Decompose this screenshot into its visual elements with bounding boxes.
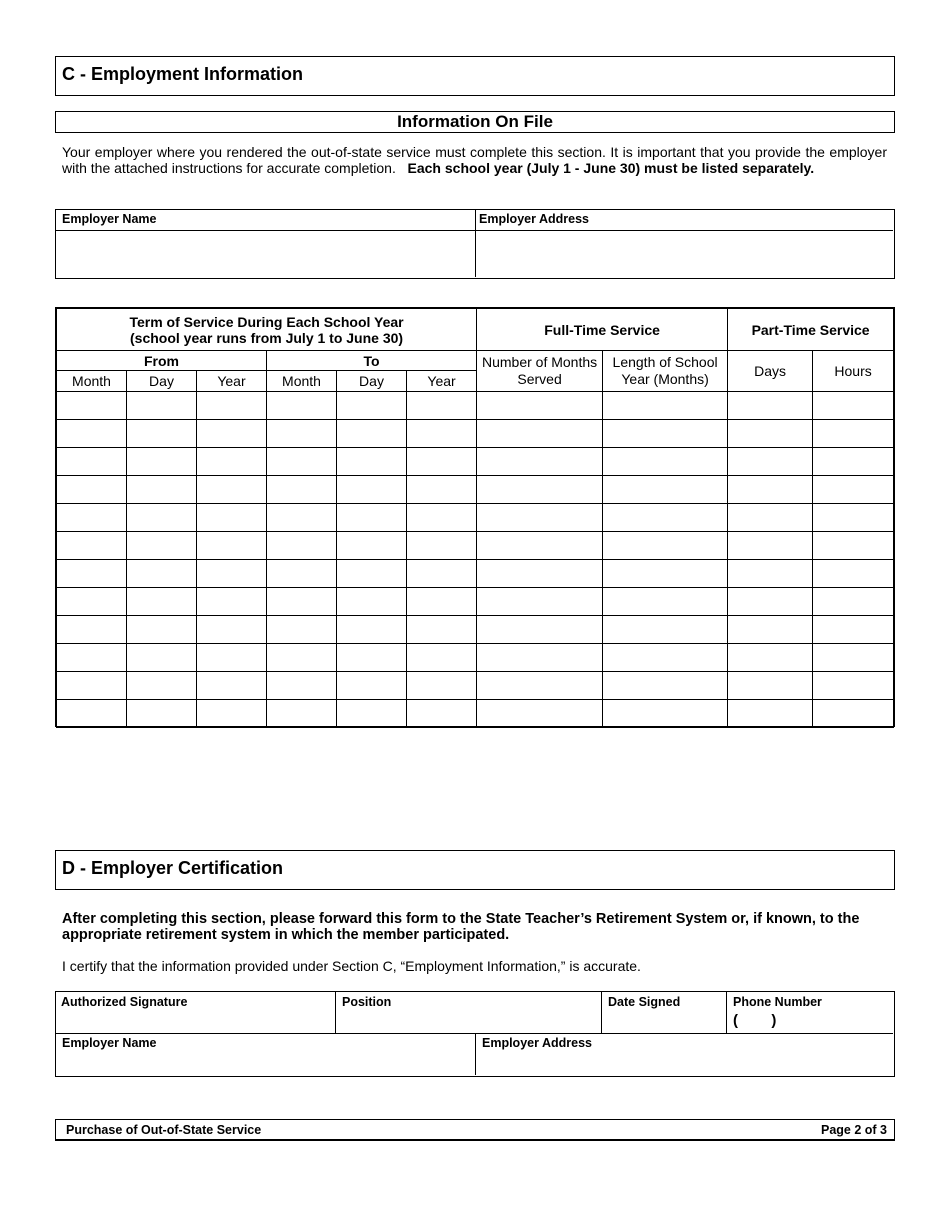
length-school-year-cell[interactable] bbox=[603, 588, 728, 616]
position-label: Position bbox=[342, 995, 392, 1009]
to-day-cell[interactable] bbox=[337, 476, 407, 504]
hours-header: Hours bbox=[813, 351, 894, 392]
table-row bbox=[57, 504, 894, 532]
part-time-hours-cell[interactable] bbox=[813, 700, 894, 728]
length-school-year-cell[interactable] bbox=[603, 672, 728, 700]
from-month-cell[interactable] bbox=[57, 420, 127, 448]
months-served-cell[interactable] bbox=[477, 672, 603, 700]
from-day-cell[interactable] bbox=[127, 504, 197, 532]
to-year-cell[interactable] bbox=[407, 560, 477, 588]
months-served-cell[interactable] bbox=[477, 504, 603, 532]
part-time-days-cell[interactable] bbox=[728, 588, 813, 616]
table-row bbox=[57, 392, 894, 420]
length-school-year-cell[interactable] bbox=[603, 420, 728, 448]
from-day-cell[interactable] bbox=[127, 588, 197, 616]
cert-employer-name-label: Employer Name bbox=[62, 1036, 157, 1050]
to-year-cell[interactable] bbox=[407, 448, 477, 476]
months-served-cell[interactable] bbox=[477, 392, 603, 420]
section-c-intro bbox=[62, 144, 887, 176]
employer-address-label: Employer Address bbox=[476, 210, 893, 231]
phone-number-field[interactable] bbox=[727, 992, 893, 1034]
from-year-cell[interactable] bbox=[197, 448, 267, 476]
from-year-header: Year bbox=[197, 371, 267, 392]
to-year-cell[interactable] bbox=[407, 644, 477, 672]
table-row bbox=[57, 448, 894, 476]
part-time-days-cell[interactable] bbox=[728, 504, 813, 532]
part-time-hours-cell[interactable] bbox=[813, 644, 894, 672]
employer-info-box bbox=[55, 209, 895, 279]
months-served-cell[interactable] bbox=[477, 588, 603, 616]
from-month-cell[interactable] bbox=[57, 700, 127, 728]
length-school-year-cell[interactable] bbox=[603, 392, 728, 420]
months-served-cell[interactable] bbox=[477, 532, 603, 560]
section-d-title: D - Employer Certification bbox=[62, 858, 284, 878]
part-time-days-cell[interactable] bbox=[728, 448, 813, 476]
length-school-year-cell[interactable] bbox=[603, 616, 728, 644]
length-school-year-cell[interactable] bbox=[603, 532, 728, 560]
to-day-cell[interactable] bbox=[337, 588, 407, 616]
authorized-signature-field[interactable] bbox=[56, 992, 336, 1034]
employer-address-field[interactable] bbox=[476, 210, 893, 277]
to-month-cell[interactable] bbox=[267, 504, 337, 532]
from-header: From bbox=[57, 351, 267, 371]
to-year-cell[interactable] bbox=[407, 476, 477, 504]
to-month-cell[interactable] bbox=[267, 420, 337, 448]
part-time-header: Part-Time Service bbox=[728, 309, 894, 351]
to-day-cell[interactable] bbox=[337, 616, 407, 644]
to-month-cell[interactable] bbox=[267, 392, 337, 420]
to-month-cell[interactable] bbox=[267, 588, 337, 616]
to-year-cell[interactable] bbox=[407, 532, 477, 560]
to-day-cell[interactable] bbox=[337, 448, 407, 476]
table-row bbox=[57, 560, 894, 588]
term-header-line1: Term of Service During Each School Year bbox=[129, 313, 404, 330]
info-on-file-title: Information On File bbox=[397, 112, 553, 131]
from-day-cell[interactable] bbox=[127, 420, 197, 448]
certify-statement: I certify that the information provided under Section C, “Employment Information,” is accurate. bbox=[62, 958, 641, 974]
to-day-cell[interactable] bbox=[337, 420, 407, 448]
service-table bbox=[55, 307, 895, 727]
to-month-cell[interactable] bbox=[267, 672, 337, 700]
to-header: To bbox=[267, 351, 477, 371]
months-served-cell[interactable] bbox=[477, 560, 603, 588]
table-row bbox=[57, 532, 894, 560]
from-day-cell[interactable] bbox=[127, 700, 197, 728]
part-time-hours-cell[interactable] bbox=[813, 420, 894, 448]
from-day-cell[interactable] bbox=[127, 616, 197, 644]
part-time-days-cell[interactable] bbox=[728, 392, 813, 420]
table-row bbox=[57, 700, 894, 728]
months-served-cell[interactable] bbox=[477, 616, 603, 644]
table-row bbox=[57, 588, 894, 616]
from-year-cell[interactable] bbox=[197, 476, 267, 504]
section-c-header bbox=[55, 56, 895, 96]
employer-name-field[interactable] bbox=[56, 210, 476, 277]
part-time-hours-cell[interactable] bbox=[813, 672, 894, 700]
part-time-hours-cell[interactable] bbox=[813, 504, 894, 532]
part-time-hours-cell[interactable] bbox=[813, 448, 894, 476]
from-month-cell[interactable] bbox=[57, 532, 127, 560]
from-year-cell[interactable] bbox=[197, 700, 267, 728]
to-year-header: Year bbox=[407, 371, 477, 392]
position-field[interactable] bbox=[336, 992, 602, 1034]
to-day-cell[interactable] bbox=[337, 672, 407, 700]
from-month-cell[interactable] bbox=[57, 560, 127, 588]
to-month-cell[interactable] bbox=[267, 700, 337, 728]
to-day-cell[interactable] bbox=[337, 560, 407, 588]
to-month-cell[interactable] bbox=[267, 476, 337, 504]
to-day-cell[interactable] bbox=[337, 504, 407, 532]
from-day-cell[interactable] bbox=[127, 476, 197, 504]
employer-address-value bbox=[476, 231, 893, 239]
to-year-cell[interactable] bbox=[407, 392, 477, 420]
date-signed-label: Date Signed bbox=[608, 995, 681, 1009]
from-month-cell[interactable] bbox=[57, 644, 127, 672]
term-header-line2: (school year runs from July 1 to June 30) bbox=[130, 329, 404, 346]
from-day-cell[interactable] bbox=[127, 644, 197, 672]
from-month-cell[interactable] bbox=[57, 672, 127, 700]
to-year-cell[interactable] bbox=[407, 700, 477, 728]
from-year-cell[interactable] bbox=[197, 644, 267, 672]
from-month-cell[interactable] bbox=[57, 616, 127, 644]
to-day-header: Day bbox=[337, 371, 407, 392]
from-month-cell[interactable] bbox=[57, 476, 127, 504]
part-time-days-cell[interactable] bbox=[728, 616, 813, 644]
part-time-days-cell[interactable] bbox=[728, 420, 813, 448]
to-month-header: Month bbox=[267, 371, 337, 392]
months-served-cell[interactable] bbox=[477, 476, 603, 504]
months-served-cell[interactable] bbox=[477, 700, 603, 728]
from-year-cell[interactable] bbox=[197, 588, 267, 616]
length-school-year-cell[interactable] bbox=[603, 560, 728, 588]
months-served-cell[interactable] bbox=[477, 420, 603, 448]
footer-form-name: Purchase of Out-of-State Service bbox=[66, 1123, 262, 1137]
table-row bbox=[57, 476, 894, 504]
to-month-cell[interactable] bbox=[267, 448, 337, 476]
table-row bbox=[57, 616, 894, 644]
length-school-year-cell[interactable] bbox=[603, 504, 728, 532]
to-month-cell[interactable] bbox=[267, 532, 337, 560]
part-time-days-cell[interactable] bbox=[728, 476, 813, 504]
intro-text: Your employer where you rendered the out-of-state service must complete this section. It is important that you provide the employer with the attached instructions for accurate completion. bbox=[62, 144, 887, 176]
to-month-cell[interactable] bbox=[267, 560, 337, 588]
to-day-cell[interactable] bbox=[337, 644, 407, 672]
months-served-cell[interactable] bbox=[477, 448, 603, 476]
employer-name-label: Employer Name bbox=[56, 210, 475, 231]
employer-name-value bbox=[56, 231, 475, 239]
certification-box bbox=[55, 991, 895, 1077]
term-of-service-header bbox=[57, 309, 477, 351]
intro-bold-text: Each school year (July 1 - June 30) must be listed separately. bbox=[407, 160, 815, 176]
part-time-days-cell[interactable] bbox=[728, 700, 813, 728]
to-day-cell[interactable] bbox=[337, 392, 407, 420]
months-served-header: Number of Months Served bbox=[477, 351, 603, 392]
from-year-cell[interactable] bbox=[197, 504, 267, 532]
from-year-cell[interactable] bbox=[197, 560, 267, 588]
from-year-cell[interactable] bbox=[197, 420, 267, 448]
from-month-header: Month bbox=[57, 371, 127, 392]
from-month-cell[interactable] bbox=[57, 392, 127, 420]
table-row bbox=[57, 672, 894, 700]
part-time-hours-cell[interactable] bbox=[813, 392, 894, 420]
part-time-days-cell[interactable] bbox=[728, 560, 813, 588]
from-year-cell[interactable] bbox=[197, 616, 267, 644]
to-day-cell[interactable] bbox=[337, 532, 407, 560]
section-d-instruction: After completing this section, please forward this form to the State Teacher’s Retirement System or, if known, to the appropriate retirement system in which the member participated. bbox=[62, 911, 860, 943]
to-month-cell[interactable] bbox=[267, 616, 337, 644]
from-day-cell[interactable] bbox=[127, 560, 197, 588]
part-time-hours-cell[interactable] bbox=[813, 476, 894, 504]
from-day-header: Day bbox=[127, 371, 197, 392]
from-day-cell[interactable] bbox=[127, 532, 197, 560]
to-year-cell[interactable] bbox=[407, 420, 477, 448]
length-school-year-cell[interactable] bbox=[603, 644, 728, 672]
from-year-cell[interactable] bbox=[197, 532, 267, 560]
length-school-year-cell[interactable] bbox=[603, 476, 728, 504]
from-month-cell[interactable] bbox=[57, 448, 127, 476]
to-year-cell[interactable] bbox=[407, 672, 477, 700]
section-d-header bbox=[55, 850, 895, 890]
footer-page-number: Page 2 of 3 bbox=[821, 1123, 887, 1137]
to-year-cell[interactable] bbox=[407, 588, 477, 616]
part-time-hours-cell[interactable] bbox=[813, 588, 894, 616]
part-time-days-cell[interactable] bbox=[728, 644, 813, 672]
from-year-cell[interactable] bbox=[197, 672, 267, 700]
part-time-hours-cell[interactable] bbox=[813, 616, 894, 644]
part-time-hours-cell[interactable] bbox=[813, 560, 894, 588]
authorized-signature-label: Authorized Signature bbox=[61, 995, 188, 1009]
days-header: Days bbox=[728, 351, 813, 392]
length-school-year-cell[interactable] bbox=[603, 700, 728, 728]
page-footer bbox=[55, 1119, 895, 1141]
to-year-cell[interactable] bbox=[407, 504, 477, 532]
from-day-cell[interactable] bbox=[127, 392, 197, 420]
phone-area-code: ( ) bbox=[733, 1012, 777, 1029]
info-on-file-banner bbox=[55, 111, 895, 133]
cert-employer-address-field[interactable] bbox=[476, 1034, 893, 1075]
from-month-cell[interactable] bbox=[57, 588, 127, 616]
from-day-cell[interactable] bbox=[127, 448, 197, 476]
to-month-cell[interactable] bbox=[267, 644, 337, 672]
part-time-days-cell[interactable] bbox=[728, 532, 813, 560]
cert-employer-name-field[interactable] bbox=[56, 1034, 476, 1075]
from-day-cell[interactable] bbox=[127, 672, 197, 700]
length-school-year-header: Length of School Year (Months) bbox=[603, 351, 728, 392]
cert-employer-address-label: Employer Address bbox=[482, 1036, 592, 1050]
phone-number-label: Phone Number bbox=[733, 995, 822, 1009]
section-c-title: C - Employment Information bbox=[62, 64, 304, 84]
table-row bbox=[57, 420, 894, 448]
to-year-cell[interactable] bbox=[407, 616, 477, 644]
months-served-cell[interactable] bbox=[477, 644, 603, 672]
date-signed-field[interactable] bbox=[602, 992, 727, 1034]
from-month-cell[interactable] bbox=[57, 504, 127, 532]
to-day-cell[interactable] bbox=[337, 700, 407, 728]
table-row bbox=[57, 644, 894, 672]
part-time-hours-cell[interactable] bbox=[813, 532, 894, 560]
length-school-year-cell[interactable] bbox=[603, 448, 728, 476]
part-time-days-cell[interactable] bbox=[728, 672, 813, 700]
from-year-cell[interactable] bbox=[197, 392, 267, 420]
full-time-header: Full-Time Service bbox=[477, 309, 728, 351]
